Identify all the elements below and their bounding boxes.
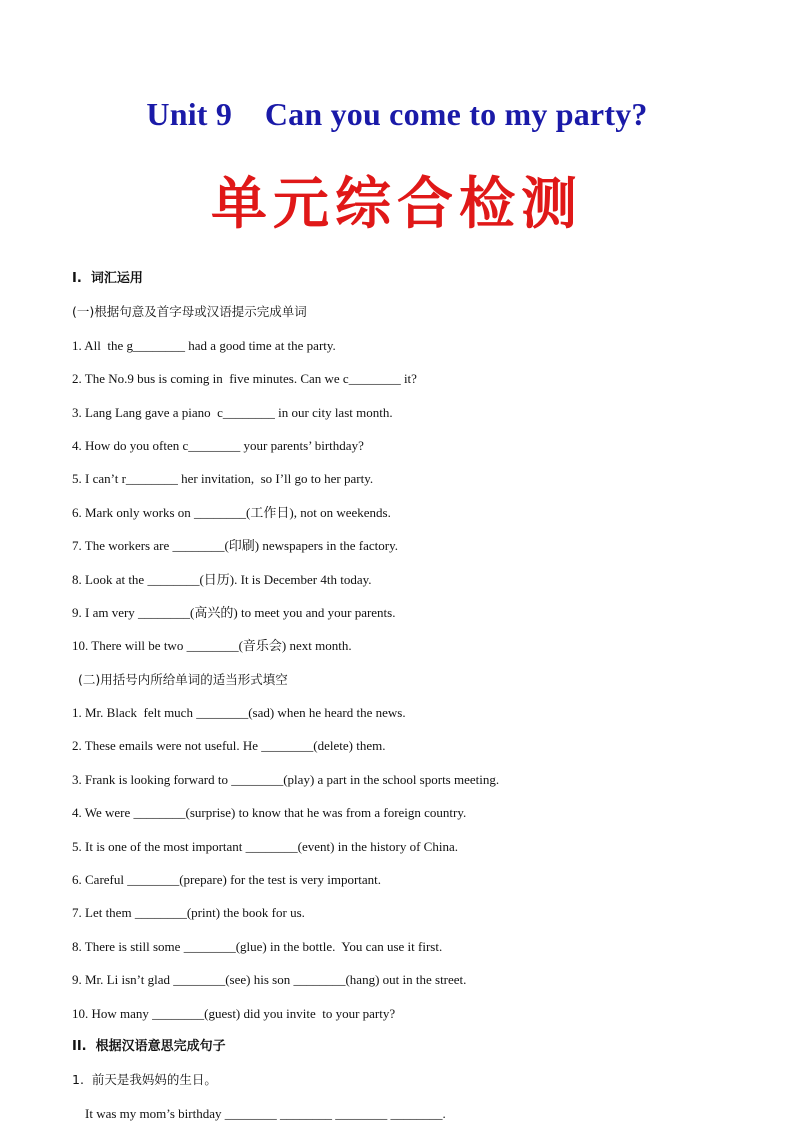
question-line: 8. There is still some ________(glue) in the bottle. You can use it first.: [72, 938, 443, 954]
question-line: 2. These emails were not useful. He ________(delete) them.: [72, 738, 386, 754]
question-line: 1. All the g________ had a good time at the party.: [72, 337, 336, 353]
question-line: 3. Frank is looking forward to ________(play) a part in the school sports meeting.: [72, 771, 500, 787]
question-line: 7. Let them ________(print) the book for us.: [72, 905, 305, 921]
test-subtitle: 单元综合检测: [211, 172, 583, 237]
question-line: 4. We were ________(surprise) to know that he was from a foreign country.: [72, 805, 467, 821]
question-line: 10. There will be two ________(音乐会) next month.: [72, 638, 352, 654]
question-line: 9. I am very ________(高兴的) to meet you and your parents.: [72, 604, 396, 620]
section-1-heading: I. 词汇运用: [72, 271, 143, 286]
question-line: 1. 前天是我妈妈的生日。: [72, 1072, 217, 1088]
question-line: 5. I can’t r________ her invitation, so I’ll go to her party.: [72, 471, 374, 487]
question-line: 6. Careful ________(prepare) for the test is very important.: [72, 872, 382, 888]
question-line: 4. How do you often c________ your parents’ birthday?: [72, 437, 364, 453]
question-line: 9. Mr. Li isn’t glad ________(see) his son ________(hang) out in the street.: [72, 972, 467, 988]
question-line: 2. The No.9 bus is coming in five minutes. Can we c________ it?: [72, 371, 417, 387]
question-line: 10. How many ________(guest) did you invite to your party?: [72, 1005, 396, 1021]
question-line: 6. Mark only works on ________(工作日), not on weekends.: [72, 504, 391, 520]
part-1-heading: (一)根据句意及首字母或汉语提示完成单词: [72, 304, 307, 320]
question-line: 7. The workers are ________(印刷) newspapers in the factory.: [72, 538, 398, 554]
exercise-content: [72, 266, 752, 1134]
unit-title: Unit 9 Can you come to my party?: [146, 96, 648, 132]
part-2-heading: (二)用括号内所给单词的适当形式填空: [78, 671, 288, 687]
question-line: It was my mom’s birthday ________ ________ ________ ________.: [72, 1105, 446, 1121]
question-line: 5. It is one of the most important ________(event) in the history of China.: [72, 838, 458, 854]
question-line: 1. Mr. Black felt much ________(sad) when he heard the news.: [72, 705, 406, 721]
section-2-heading: II. 根据汉语意思完成句子: [72, 1038, 226, 1054]
question-line: 3. Lang Lang gave a piano c________ in our city last month.: [72, 404, 393, 420]
question-line: 8. Look at the ________(日历). It is December 4th today.: [72, 571, 372, 587]
